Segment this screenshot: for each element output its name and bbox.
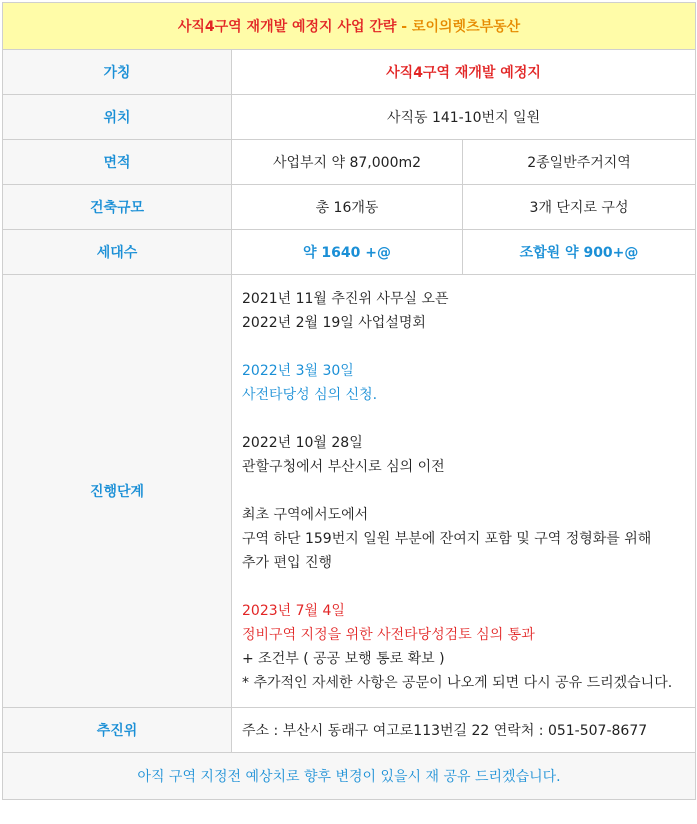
progress-line: 2022년 3월 30일: [242, 363, 354, 379]
committee-contact: 주소 : 부산시 동래구 여고로113번길 22 연락처 : 051-507-8677: [232, 708, 696, 753]
value-tentative-name: [232, 50, 696, 95]
header-separator: -: [396, 19, 412, 35]
progress-line: 2022년 2월 19일 사업설명회: [242, 315, 426, 331]
table-header: [3, 3, 696, 50]
progress-line: 2022년 10월 28일: [242, 435, 363, 451]
progress-line: 최초 구역에서도에서: [242, 507, 369, 523]
footer-note: 아직 구역 지정전 예상치로 향후 변경이 있을시 재 공유 드리겠습니다.: [3, 753, 696, 800]
label-area: 면적: [3, 140, 232, 185]
progress-block-5: [242, 599, 687, 695]
progress-line: 정비구역 지정을 위한 사전타당성검토 심의 통과: [242, 627, 535, 643]
value-zone: 2종일반주거지역: [463, 140, 696, 185]
label-committee: 추진위: [3, 708, 232, 753]
value-location: 사직동 141-10번지 일원: [232, 95, 696, 140]
value-members: [463, 230, 696, 275]
label-tentative-name: 가칭: [3, 50, 232, 95]
progress-line: 2021년 11월 추진위 사무실 오픈: [242, 291, 449, 307]
value-complex: 3개 단지로 구성: [463, 185, 696, 230]
value-area: 사업부지 약 87,000m2: [232, 140, 463, 185]
label-households: 세대수: [3, 230, 232, 275]
header-agency: 로이의렛츠부동산: [411, 19, 521, 35]
households-count: 약 1640 +@: [303, 245, 391, 261]
progress-line: 추가 편입 진행: [242, 555, 333, 571]
progress-line: 관할구청에서 부산시로 심의 이전: [242, 459, 445, 475]
progress-line: + 조건부 ( 공공 보행 통로 확보 ): [242, 651, 445, 667]
progress-block-2: [242, 359, 687, 407]
progress-line: 2023년 7월 4일: [242, 603, 345, 619]
value-buildings: 총 16개동: [232, 185, 463, 230]
progress-block-1: [242, 287, 687, 335]
progress-steps: [232, 275, 696, 708]
progress-line: * 추가적인 자세한 사항은 공문이 나오게 되면 다시 공유 드리겠습니다.: [242, 675, 673, 691]
label-location: 위치: [3, 95, 232, 140]
progress-line: 사전타당성 심의 신청.: [242, 387, 378, 403]
progress-line: 구역 하단 159번지 일원 부분에 잔여지 포함 및 구역 정형화를 위해: [242, 531, 652, 547]
project-name: 사직4구역 재개발 예정지: [386, 65, 541, 81]
project-summary-table: [2, 2, 696, 800]
members-count: 조합원 약 900+@: [519, 245, 639, 261]
value-households: [232, 230, 463, 275]
progress-block-4: [242, 503, 687, 575]
label-scale: 건축규모: [3, 185, 232, 230]
header-title: 사직4구역 재개발 예정지 사업 간략: [177, 19, 397, 35]
progress-block-3: [242, 431, 687, 479]
label-progress: 진행단계: [3, 275, 232, 708]
